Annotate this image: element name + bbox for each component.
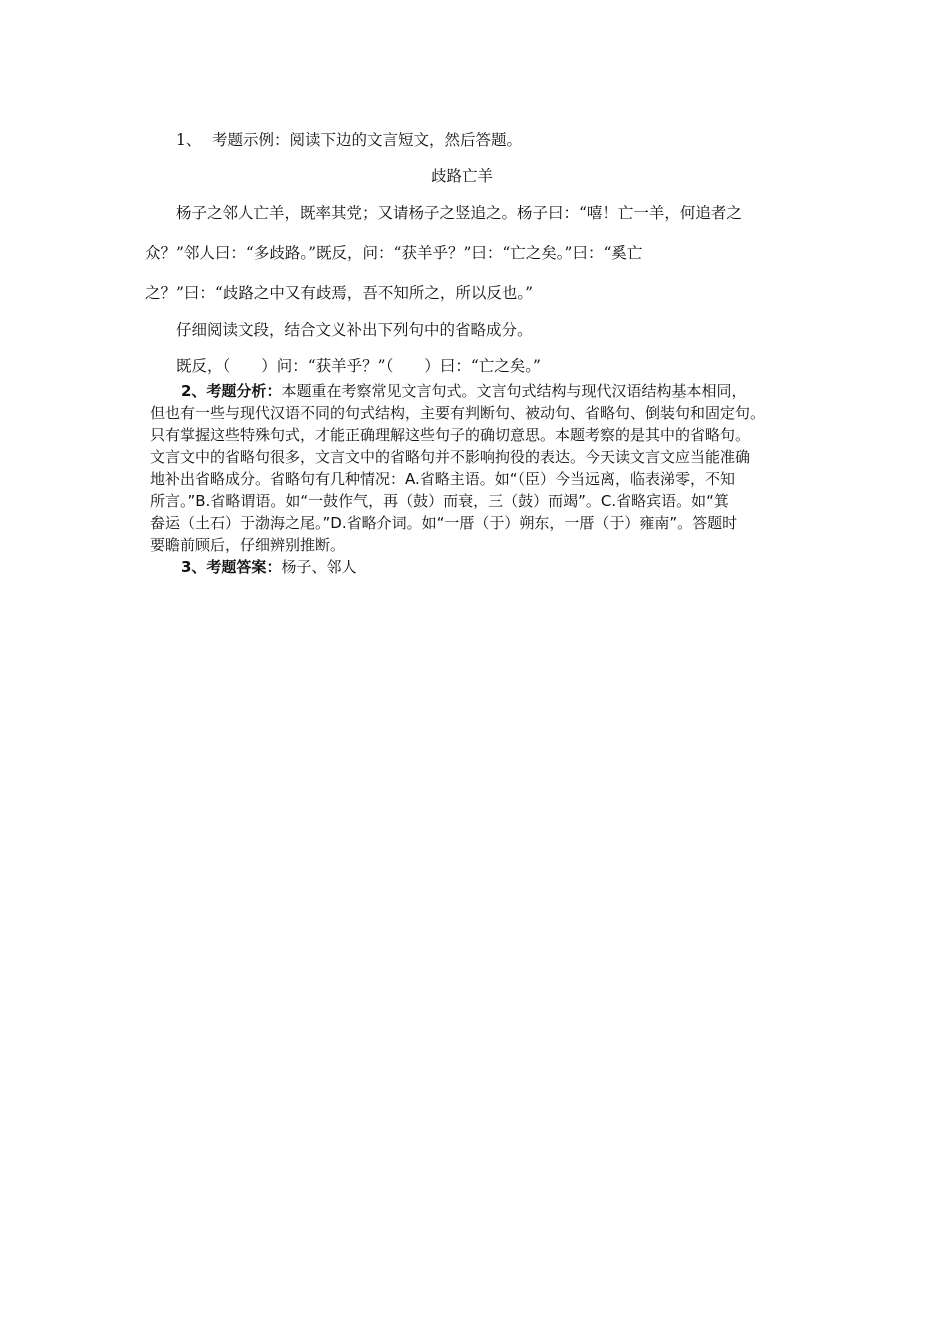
analysis-text: 本题重在考察常见文言句式。文言句式结构与现代汉语结构基本相同， xyxy=(281,382,747,400)
blank-sentence: 既反，（ ）问：“获羊乎？”（ ）曰：“亡之矣。” xyxy=(176,357,541,375)
question-1-intro: 考题示例：阅读下边的文言短文，然后答题。 xyxy=(212,131,523,149)
answer-label: 3、考题答案： xyxy=(181,558,282,576)
passage-line: 杨子之邻人亡羊，既率其党；又请杨子之竖追之。杨子曰：“嘻！亡一羊，何追者之 xyxy=(176,204,742,222)
question-instruction: 仔细阅读文段，结合文义补出下列句中的省略成分。 xyxy=(176,321,533,339)
analysis-text: 但也有一些与现代汉语不同的句式结构，主要有判断句、被动句、省略句、倒装句和固定句。 xyxy=(150,404,766,422)
analysis-text: 所言。”B.省略谓语。如“一鼓作气，再（鼓）而衰，三（鼓）而竭”。C.省略宾语。如“箕 xyxy=(150,492,729,510)
passage-title: 歧路亡羊 xyxy=(431,167,494,185)
answer-text: 杨子、邻人 xyxy=(281,558,357,576)
question-1-number: 1、 xyxy=(176,131,202,149)
analysis-label: 2、考题分析： xyxy=(181,382,282,400)
analysis-text: 地补出省略成分。省略句有几种情况：A.省略主语。如“（臣）今当远离，临表涕零，不知 xyxy=(150,470,736,488)
passage-line: 之？”曰：“歧路之中又有歧焉，吾不知所之，所以反也。” xyxy=(145,284,534,302)
analysis-text: 畚运（土石）于渤海之尾。”D.省略介词。如“一厝（于）朔东，一厝（于）雍南”。答题时 xyxy=(150,514,738,532)
analysis-text: 只有掌握这些特殊句式，才能正确理解这些句子的确切意思。本题考察的是其中的省略句。 xyxy=(150,426,751,444)
analysis-first-line xyxy=(181,380,746,401)
analysis-text: 要瞻前顾后，仔细辨别推断。 xyxy=(150,536,346,554)
passage-line: 众？”邻人曰：“多歧路。”既反，问：“获羊乎？”曰：“亡之矣。”曰：“奚亡 xyxy=(145,244,643,262)
answer-line xyxy=(181,556,356,577)
analysis-text: 文言文中的省略句很多，文言文中的省略句并不影响拘役的表达。今天读文言文应当能准确 xyxy=(150,448,751,466)
